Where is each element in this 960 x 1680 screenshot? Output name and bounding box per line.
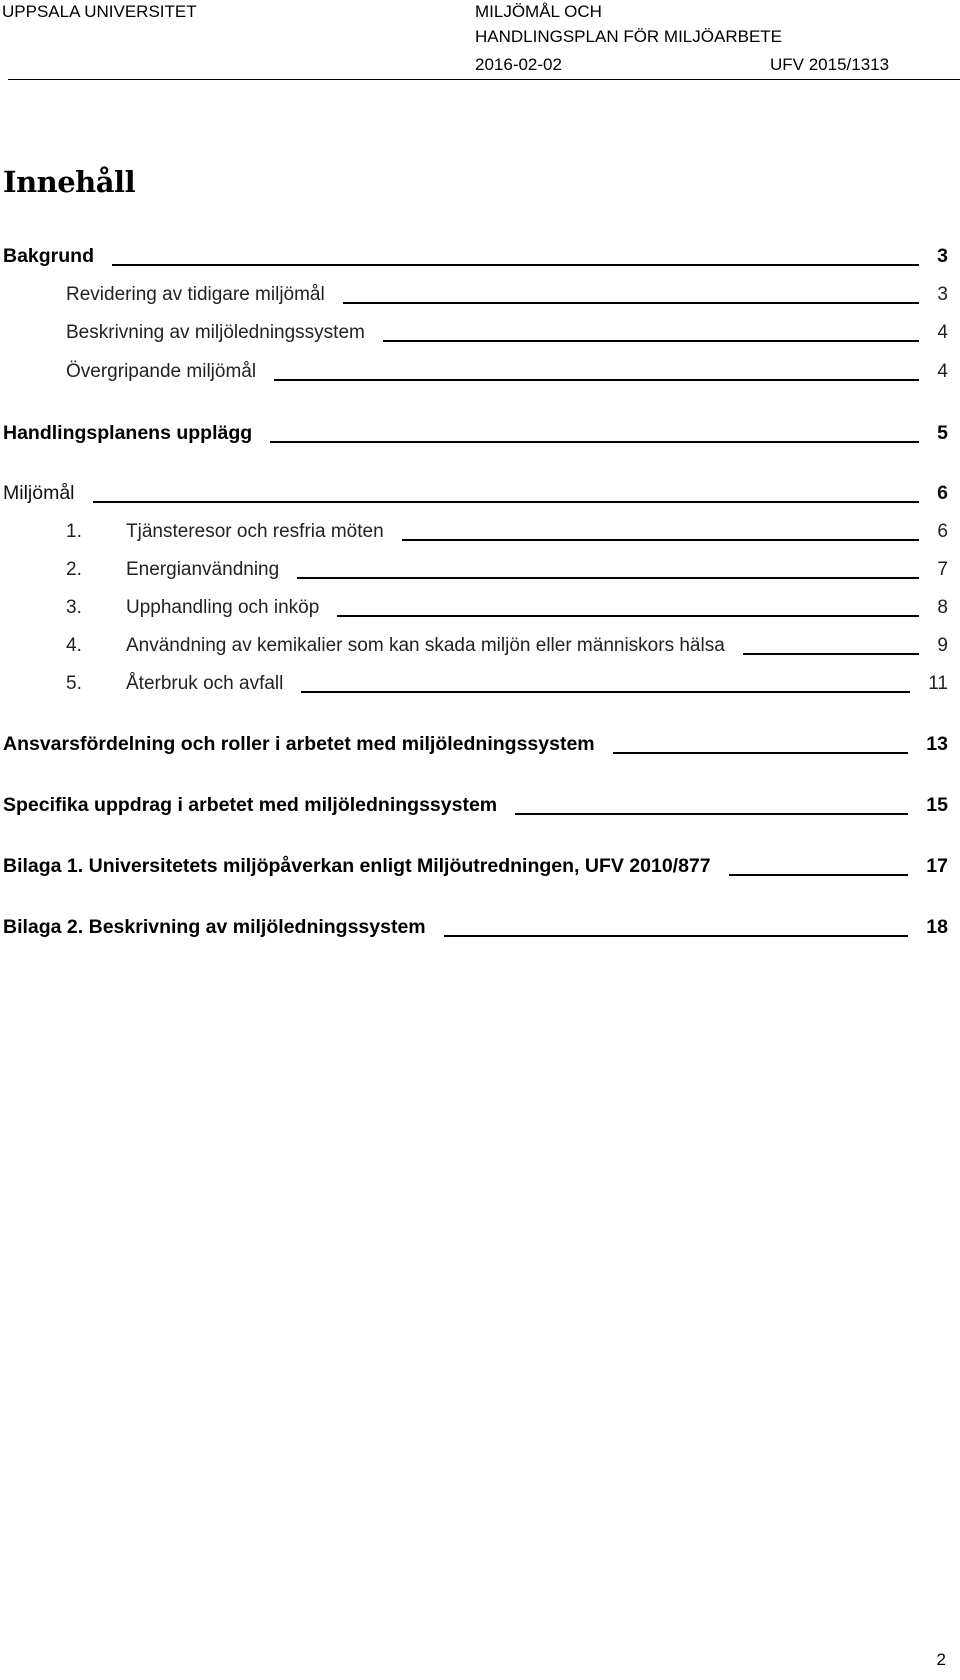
toc-entry[interactable] <box>66 555 948 581</box>
toc-entry-page: 15 <box>926 793 948 816</box>
toc-leader-line <box>112 264 919 266</box>
toc-entry-label: Övergripande miljömål <box>66 361 257 382</box>
toc-leader-line <box>515 813 908 815</box>
toc-entry-page: 13 <box>926 732 948 755</box>
toc-entry-page: 18 <box>926 915 948 938</box>
toc-entry-label: Bilaga 1. Universitetets miljöpåverkan enligt Miljöutredningen, UFV 2010/877 <box>3 854 711 877</box>
toc-entry-page: 3 <box>937 284 948 305</box>
toc-heading: Innehåll <box>3 165 136 199</box>
toc-entry-page: 6 <box>937 521 948 542</box>
header-reference: UFV 2015/1313 <box>770 55 890 74</box>
toc-leader-line <box>93 501 920 503</box>
toc-entry-label: Specifika uppdrag i arbetet med miljöledningssystem <box>3 793 498 816</box>
header-title-line2: HANDLINGSPLAN FÖR MILJÖARBETE <box>475 27 783 46</box>
toc-entry-page: 7 <box>937 559 948 580</box>
toc-entry-label: Energianvändning <box>126 559 280 580</box>
toc-leader-line <box>297 577 919 579</box>
toc-entry[interactable] <box>66 280 948 306</box>
header-title-line1: MILJÖMÅL OCH <box>475 2 602 21</box>
toc-entry[interactable] <box>66 357 948 383</box>
toc-entry[interactable] <box>66 669 948 695</box>
toc-entry-label: Återbruk och avfall <box>126 673 284 694</box>
page-number: 2 <box>936 1650 946 1669</box>
toc-entry[interactable] <box>3 479 948 505</box>
toc-entry-label: Upphandling och inköp <box>126 597 320 618</box>
header-divider <box>8 79 960 80</box>
toc-entry-label: Revidering av tidigare miljömål <box>66 284 325 305</box>
toc-entry-page: 4 <box>937 361 948 382</box>
toc-entry-page: 6 <box>937 481 948 504</box>
toc-entry-label: Beskrivning av miljöledningssystem <box>66 322 365 343</box>
toc-entry[interactable] <box>66 631 948 657</box>
toc-entry[interactable] <box>66 318 948 344</box>
header-organization: UPPSALA UNIVERSITET <box>2 2 197 21</box>
toc-entry-page: 8 <box>937 597 948 618</box>
toc-entry[interactable] <box>3 242 948 268</box>
toc-entry-label: Handlingsplanens upplägg <box>3 421 253 444</box>
toc-leader-line <box>729 874 909 876</box>
toc-entry[interactable] <box>3 791 948 817</box>
header-date: 2016-02-02 <box>475 55 562 74</box>
toc-leader-line <box>444 935 909 937</box>
toc-entry-number: 3. <box>66 597 82 618</box>
toc-entry-page: 5 <box>937 421 948 444</box>
toc-leader-line <box>270 441 919 443</box>
toc-leader-line <box>274 379 919 381</box>
toc-entry-page: 4 <box>937 322 948 343</box>
toc-entry[interactable] <box>66 517 948 543</box>
toc-entry-number: 2. <box>66 559 82 580</box>
toc-entry-label: Miljömål <box>3 481 75 504</box>
toc-entry[interactable] <box>3 852 948 878</box>
toc-entry[interactable] <box>3 913 948 939</box>
toc-entry-label: Ansvarsfördelning och roller i arbetet med miljöledningssystem <box>3 732 595 755</box>
toc-entry-label: Bakgrund <box>3 244 95 267</box>
toc-leader-line <box>402 539 920 541</box>
toc-entry[interactable] <box>3 419 948 445</box>
toc-leader-line <box>337 615 919 617</box>
toc-leader-line <box>301 691 910 693</box>
toc-entry-number: 4. <box>66 635 82 656</box>
toc-entry[interactable] <box>66 593 948 619</box>
toc-entry-page: 3 <box>937 244 948 267</box>
toc-entry-number: 1. <box>66 521 82 542</box>
toc-entry-label: Tjänsteresor och resfria möten <box>126 521 384 542</box>
toc-leader-line <box>343 302 920 304</box>
toc-entry-number: 5. <box>66 673 82 694</box>
toc-leader-line <box>743 653 920 655</box>
toc-entry[interactable] <box>3 730 948 756</box>
toc-leader-line <box>383 340 920 342</box>
toc-entry-page: 17 <box>926 854 948 877</box>
toc-entry-label: Bilaga 2. Beskrivning av miljöledningssystem <box>3 915 426 938</box>
toc-entry-label: Användning av kemikalier som kan skada miljön eller människors hälsa <box>126 635 725 656</box>
toc-entry-page: 9 <box>937 635 948 656</box>
toc-entry-page: 11 <box>928 673 948 694</box>
toc-leader-line <box>613 752 909 754</box>
